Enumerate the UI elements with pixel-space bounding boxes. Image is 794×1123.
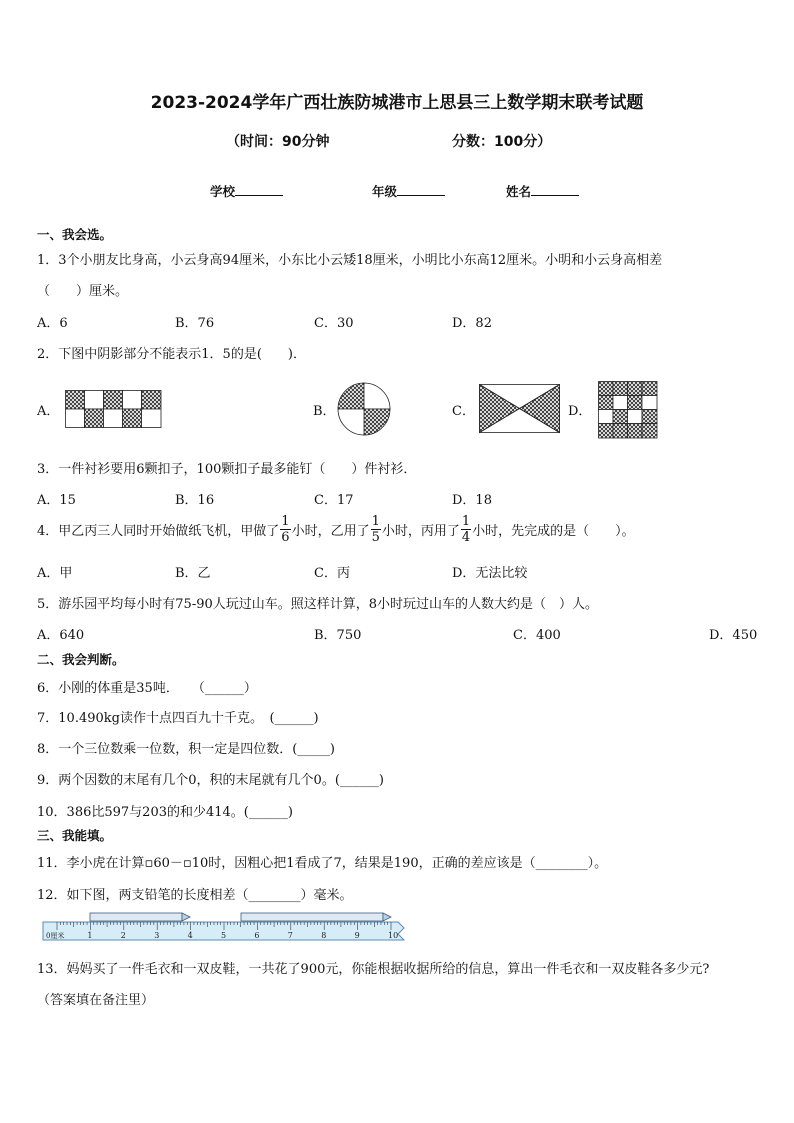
q13-note: （答案填在备注里）: [37, 993, 155, 1008]
fraction-numerator: 1: [461, 514, 471, 529]
q4-part3: 小时，丙用了: [381, 524, 460, 539]
school-blank[interactable]: [235, 183, 283, 196]
q3-option-a[interactable]: A．15: [37, 493, 76, 508]
q2-label-d[interactable]: D．: [568, 404, 592, 419]
q2-text: 2．下图中阴影部分不能表示1．5的是( )．: [37, 347, 306, 362]
name-blank[interactable]: [531, 183, 579, 196]
q4-text: [37, 514, 635, 545]
q2-figure-d[interactable]: [598, 381, 658, 439]
q13-text: 13．妈妈买了一件毛衣和一双皮鞋，一共花了900元，你能根据收据所给的信息，算出一件毛衣和一双皮鞋各多少元?: [37, 962, 710, 977]
q4-part1: 4．甲乙丙三人同时开始做纸飞机，甲做了: [37, 524, 280, 539]
ruler-tick-label: 6: [254, 931, 260, 940]
q2-label-c[interactable]: C．: [452, 404, 475, 419]
q7-text[interactable]: 7．10.490kg读作十点四百九十千克。 (______): [37, 711, 319, 726]
q5-option-c[interactable]: C．400: [513, 628, 561, 643]
school-label: 学校: [210, 184, 236, 199]
ruler-tick-label: 10: [388, 931, 399, 940]
q4-option-a[interactable]: A．甲: [37, 566, 73, 581]
ruler-zero-label: 0厘米: [46, 932, 65, 940]
q2-label-a[interactable]: A．: [37, 404, 60, 419]
q2-figure-a[interactable]: [65, 390, 162, 428]
grade-blank[interactable]: [397, 183, 445, 196]
q1-text-cont: （ ）厘米。: [37, 284, 129, 299]
q2-label-b[interactable]: B．: [313, 404, 336, 419]
name-label: 姓名: [506, 184, 532, 199]
grade-label: 年级: [372, 184, 398, 199]
q2-figure-c[interactable]: [479, 384, 561, 434]
ruler-tick-label: 2: [120, 931, 126, 940]
ruler-tick-label: 7: [287, 931, 293, 940]
q4-fraction-3: [461, 514, 471, 545]
fraction-numerator: 1: [281, 514, 290, 529]
q5-option-d[interactable]: D．450: [709, 628, 758, 643]
q10-text[interactable]: 10．386比597与203的和少414。(______): [37, 805, 293, 820]
q3-option-c[interactable]: C．17: [314, 493, 354, 508]
section-3-heading: 三、我能填。: [37, 828, 113, 843]
q4-option-d[interactable]: D．无法比较: [452, 566, 528, 581]
q3-text: 3．一件衬衫要用6颗扣子，100颗扣子最多能钉（ ）件衬衫．: [37, 462, 417, 477]
grade-field[interactable]: [372, 182, 445, 200]
q1-option-d[interactable]: D．82: [452, 316, 492, 331]
q8-text[interactable]: 8．一个三位数乘一位数，积一定是四位数．(_____): [37, 742, 335, 757]
q4-part2: 小时，乙用了: [291, 524, 370, 539]
ruler-tick-label: 8: [321, 931, 327, 940]
q6-text[interactable]: 6．小刚的体重是35吨． （______）: [37, 681, 257, 696]
q4-fraction-2: [371, 514, 381, 545]
q2-figure-b[interactable]: [337, 382, 391, 436]
q5-option-a[interactable]: A．640: [37, 628, 85, 643]
fraction-numerator: 1: [371, 514, 380, 529]
fraction-denominator: 4: [461, 530, 471, 545]
school-field[interactable]: [210, 182, 283, 200]
ruler-tick-label: 3: [154, 931, 160, 940]
document-title: 2023-2024学年广西壮族防城港市上思县三上数学期末联考试题: [150, 93, 644, 113]
q9-text[interactable]: 9．两个因数的末尾有几个0，积的末尾就有几个0。(______): [37, 773, 384, 788]
q4-fraction-1: [280, 514, 290, 545]
q1-text: 1．3个小朋友比身高，小云身高94厘米，小东比小云矮18厘米，小明比小东高12厘米。小明和小云身高相差: [37, 253, 663, 268]
fraction-denominator: 6: [281, 530, 290, 545]
q3-option-b[interactable]: B．16: [175, 493, 215, 508]
ruler-tick-label: 9: [354, 931, 360, 940]
section-1-heading: 一、我会选。: [37, 227, 113, 242]
q1-option-c[interactable]: C．30: [314, 316, 354, 331]
q3-option-d[interactable]: D．18: [452, 493, 492, 508]
name-field[interactable]: [506, 182, 579, 200]
exam-time: （时间：90分钟: [226, 134, 330, 150]
q1-option-b[interactable]: B．76: [175, 316, 215, 331]
section-2-heading: 二、我会判断。: [37, 652, 125, 667]
ruler-tick-label: 1: [87, 931, 93, 940]
exam-score: 分数：100分）: [452, 134, 552, 150]
q4-option-b[interactable]: B．乙: [175, 566, 211, 581]
q4-part4: 小时，先完成的是（ ）。: [472, 524, 635, 539]
q1-option-a[interactable]: A．6: [37, 316, 68, 331]
q4-option-c[interactable]: C．丙: [314, 566, 350, 581]
q5-text: 5．游乐园平均每小时有75-90人玩过山车。照这样计算，8小时玩过山车的人数大约是（ ）人。: [37, 597, 599, 612]
pencil-2: [241, 913, 383, 921]
pencil-1: [90, 913, 182, 921]
q5-option-b[interactable]: B．750: [314, 628, 362, 643]
ruler-with-pencils: [42, 910, 416, 946]
ruler-tick-label: 5: [221, 931, 227, 940]
ruler-tick-label: 4: [187, 931, 193, 940]
fraction-denominator: 5: [371, 530, 380, 545]
q12-text[interactable]: 12．如下图，两支铅笔的长度相差（________）毫米。: [37, 888, 353, 903]
q11-text[interactable]: 11．李小虎在计算▫60－▫10时，因粗心把1看成了7，结果是190，正确的差应该是（________）。: [37, 856, 608, 871]
